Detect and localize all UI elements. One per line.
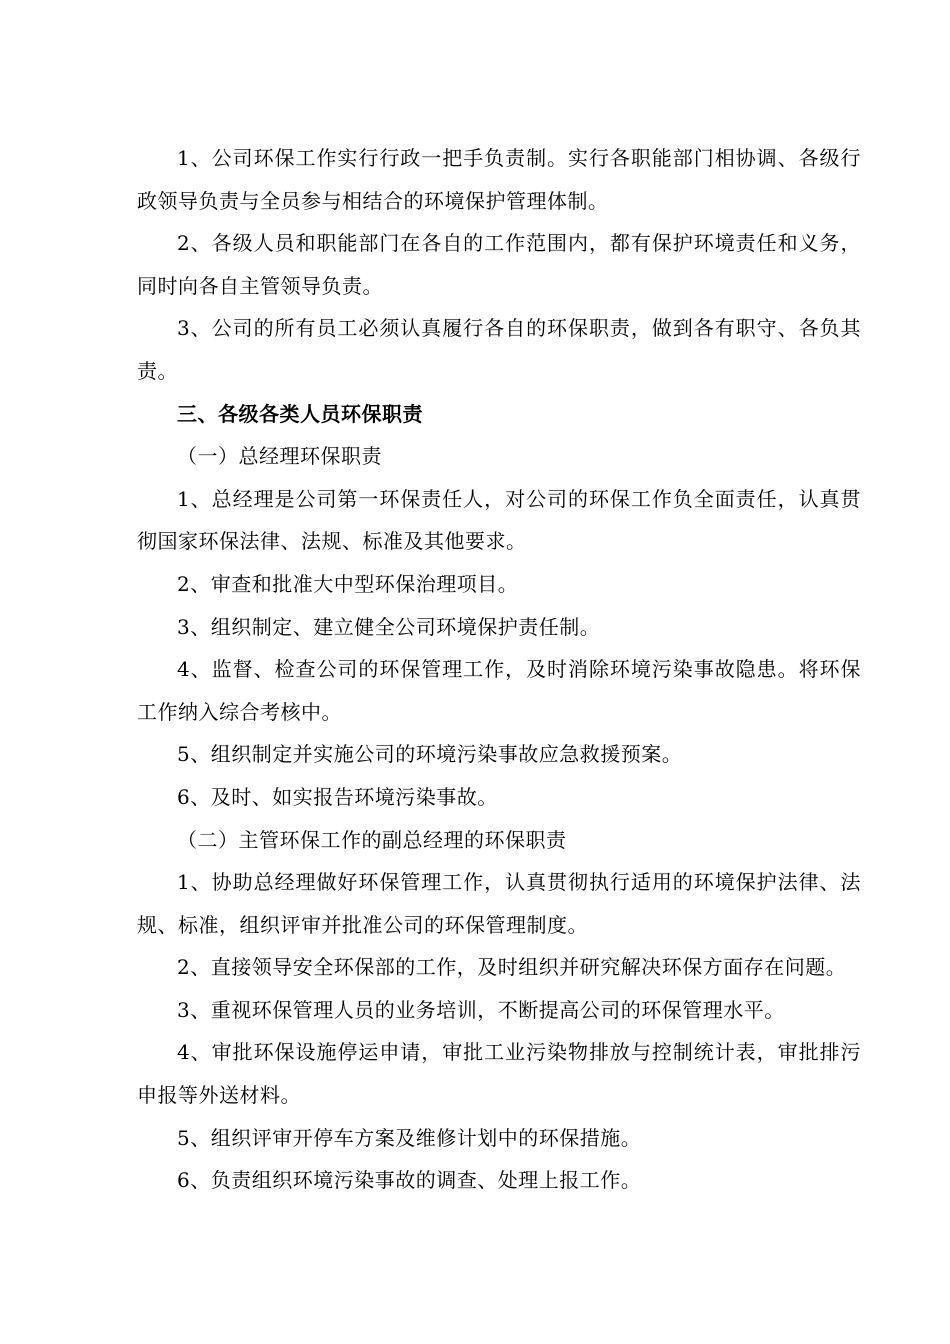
paragraph: 3、组织制定、建立健全公司环境保护责任制。 xyxy=(177,614,601,639)
paragraph: 3、重视环保管理人员的业务培训，不断提高公司的环保管理水平。 xyxy=(177,997,785,1022)
paragraph: 5、组织评审开停车方案及维修计划中的环保措施。 xyxy=(177,1125,642,1150)
section-heading: 三、各级各类人员环保职责 xyxy=(177,401,423,426)
paragraph: 3、公司的所有员工必须认真履行各自的环保职责，做到各有职守、各负其责。 xyxy=(137,316,861,383)
paragraph: 5、组织制定并实施公司的环境污染事故应急救援预案。 xyxy=(177,742,683,767)
paragraph: 1、公司环保工作实行行政一把手负责制。实行各职能部门相协调、各级行政领导负责与全员参与相结合的环境保护管理体制。 xyxy=(137,146,861,213)
subsection-heading: （二）主管环保工作的副总经理的环保职责 xyxy=(177,827,567,852)
paragraph: 2、各级人员和职能部门在各自的工作范围内，都有保护环境责任和义务，同时向各自主管领导负责。 xyxy=(137,231,861,298)
paragraph: 2、直接领导安全环保部的工作，及时组织并研究解决环保方面存在问题。 xyxy=(177,955,847,980)
paragraph: 4、审批环保设施停运申请，审批工业污染物排放与控制统计表，审批排污申报等外送材料。 xyxy=(137,1040,861,1108)
paragraph: 1、协助总经理做好环保管理工作，认真贯彻执行适用的环境保护法律、法规、标准，组织评审并批准公司的环保管理制度。 xyxy=(137,870,861,937)
paragraph: 1、总经理是公司第一环保责任人，对公司的环保工作负全面责任，认真贯彻国家环保法律、法规、标准及其他要求。 xyxy=(137,486,861,554)
subsection-heading: （一）总经理环保职责 xyxy=(177,444,382,469)
paragraph: 6、及时、如实报告环境污染事故。 xyxy=(177,784,498,809)
paragraph: 4、监督、检查公司的环保管理工作，及时消除环境污染事故隐患。将环保工作纳入综合考核中。 xyxy=(137,657,861,724)
paragraph: 2、审查和批准大中型环保治理项目。 xyxy=(177,571,519,596)
document-body xyxy=(137,137,861,1202)
paragraph: 6、负责组织环境污染事故的调查、处理上报工作。 xyxy=(177,1168,642,1193)
